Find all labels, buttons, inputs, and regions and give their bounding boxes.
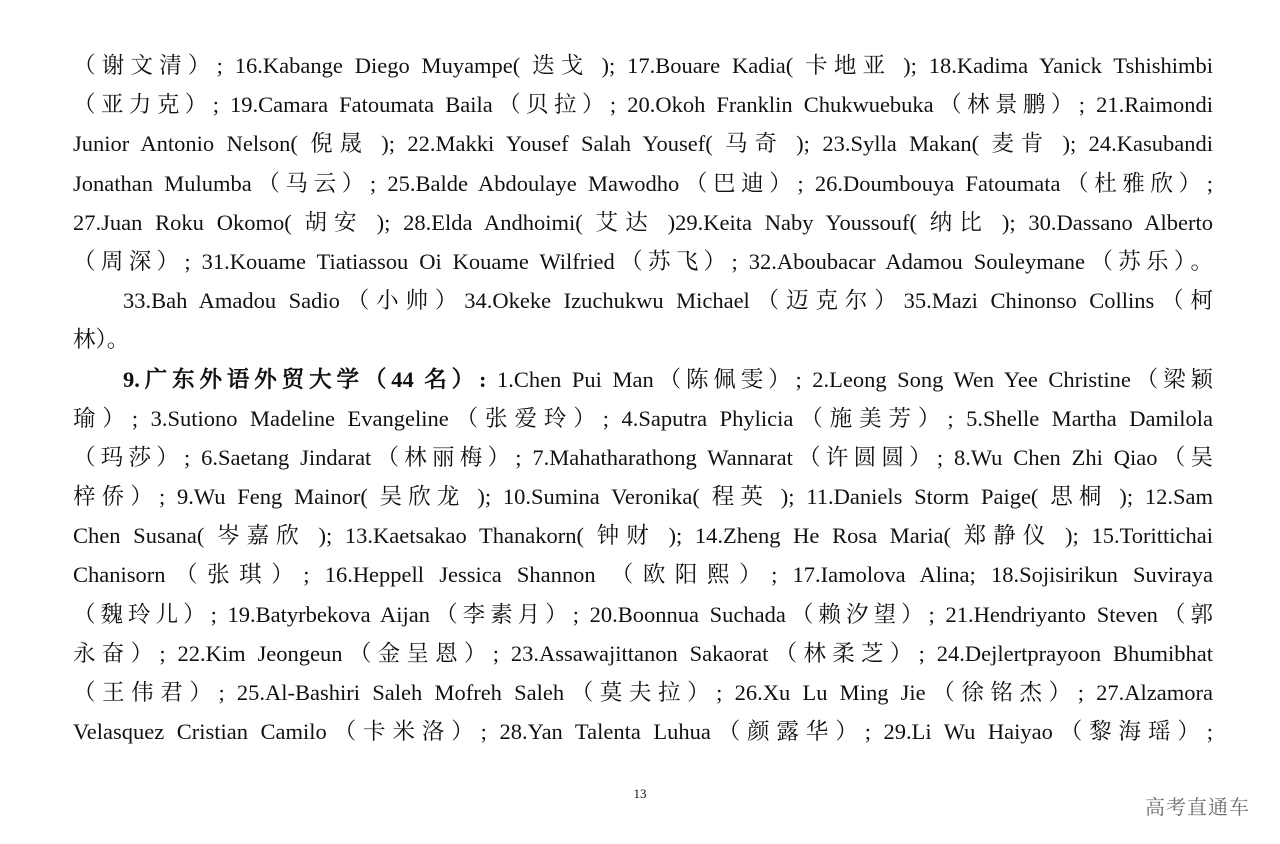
text-line: 瑜）; 3.Sutiono Madeline Evangeline（张爱玲）; 4.Saputra Phylicia（施美芳）; 5.Shelle Martha Damilola xyxy=(73,405,1213,431)
text-line: 27.Juan Roku Okomo( 胡安 ); 28.Elda Andhoimi( 艾达 )29.Keita Naby Youssouf( 纳比 ); 30.Dassano Alberto xyxy=(73,209,1213,235)
watermark-logo: 高考直通车 xyxy=(1145,795,1250,819)
document-body xyxy=(73,46,1213,751)
text-line: （周深）; 31.Kouame Tiatiassou Oi Kouame Wilfried（苏飞）; 32.Aboubacar Adamou Souleymane（苏乐）。 xyxy=(73,248,1213,274)
text-line: 永奋）; 22.Kim Jeongeun（金呈恩）; 23.Assawajittanon Sakaorat（林柔芝）; 24.Dejlertprayoon Bhumibhat xyxy=(73,640,1213,666)
section-first-line-text: 1.Chen Pui Man（陈佩雯）; 2.Leong Song Wen Yee Christine（梁颖 xyxy=(486,366,1213,392)
text-line: Velasquez Cristian Camilo（卡米洛）; 28.Yan Talenta Luhua（颜露华）; 29.Li Wu Haiyao（黎海瑶）; xyxy=(73,719,1213,745)
text-line: （亚力克）; 19.Camara Fatoumata Baila（贝拉）; 20.Okoh Franklin Chukwuebuka（林景鹏）; 21.Raimondi xyxy=(73,92,1213,118)
text-line: Chen Susana( 岑嘉欣 ); 13.Kaetsakao Thanakorn( 钟财 ); 14.Zheng He Rosa Maria( 郑静仪 ); 15.Torittichai xyxy=(73,523,1213,549)
text-line: （王伟君）; 25.Al-Bashiri Saleh Mofreh Saleh（莫夫拉）; 26.Xu Lu Ming Jie（徐铭杰）; 27.Alzamora xyxy=(73,680,1213,705)
text-line: （魏玲儿）; 19.Batyrbekova Aijan（李素月）; 20.Boonnua Suchada（赖汐望）; 21.Hendriyanto Steven（郭 xyxy=(73,601,1213,627)
text-line: 梓侨）; 9.Wu Feng Mainor( 吴欣龙 ); 10.Sumina Veronika( 程英 ); 11.Daniels Storm Paige( 思桐 ); 12.Sam xyxy=(73,484,1213,510)
text-line: （谢文清）; 16.Kabange Diego Muyampe( 迭戈 ); 17.Bouare Kadia( 卡地亚 ); 18.Kadima Yanick Tshishimbi xyxy=(73,53,1213,78)
text-line: （玛莎）; 6.Saetang Jindarat（林丽梅）; 7.Mahatharathong Wannarat（许圆圆）; 8.Wu Chen Zhi Qiao（吴 xyxy=(73,444,1213,470)
text-line: 33.Bah Amadou Sadio（小帅）34.Okeke Izuchukwu Michael（迈克尔）35.Mazi Chinonso Collins（柯 xyxy=(123,288,1213,314)
text-line: Junior Antonio Nelson( 倪晟 ); 22.Makki Yousef Salah Yousef( 马奇 ); 23.Sylla Makan( 麦肯 ); 24.Kasubandi xyxy=(73,131,1213,157)
text-line: Chanisorn（张琪）; 16.Heppell Jessica Shannon （欧阳熙）; 17.Iamolova Alina; 18.Sojisirikun Suviraya xyxy=(73,562,1213,588)
text-line: 林）。 xyxy=(73,327,130,353)
text-line: Jonathan Mulumba（马云）; 25.Balde Abdoulaye Mawodho（巴迪）; 26.Doumbouya Fatoumata（杜雅欣）; xyxy=(73,170,1213,196)
page-number: 13 xyxy=(633,786,647,801)
section-first-line xyxy=(73,360,1213,399)
section-heading: 9.广东外语外贸大学（44 名）: xyxy=(123,366,487,392)
